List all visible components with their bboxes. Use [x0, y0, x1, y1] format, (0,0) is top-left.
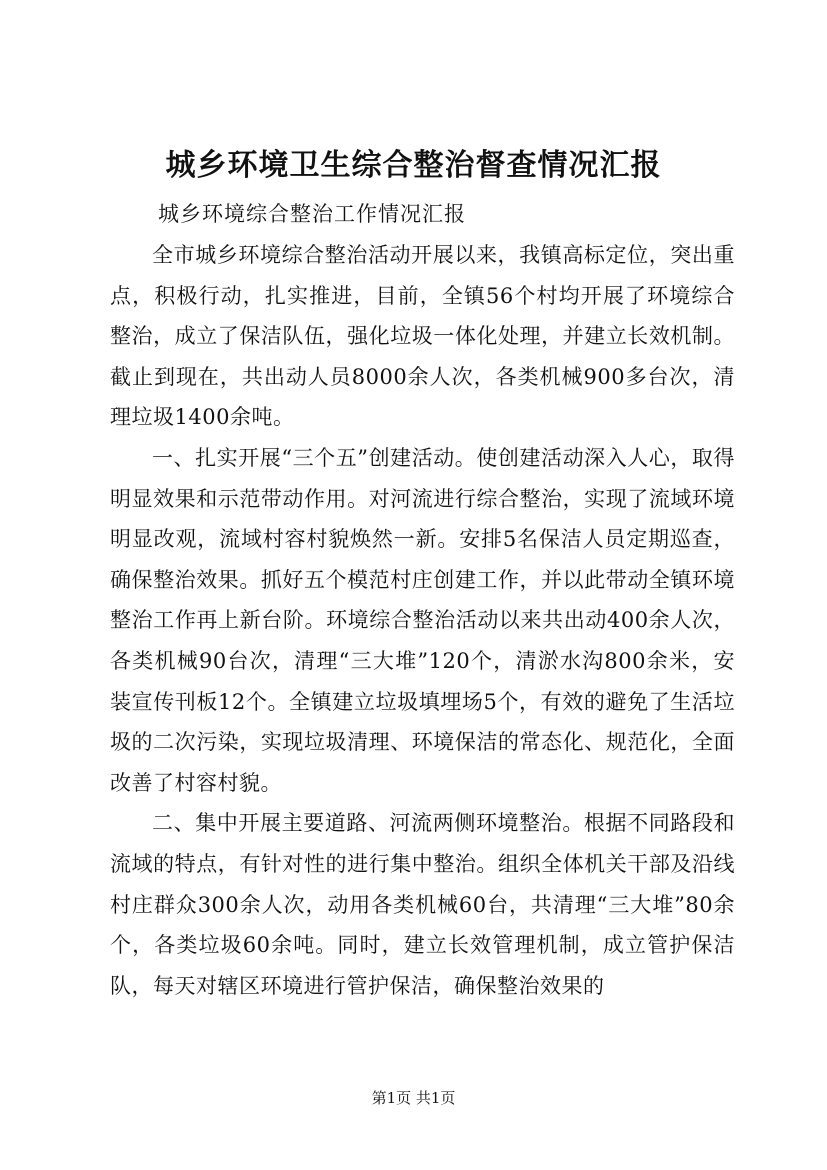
- paragraph-section-two: 二、集中开展主要道路、河流两侧环境整治。根据不同路段和流域的特点，有针对性的进行集中整治。组织全体机关干部及沿线村庄群众300余人次，动用各类机械60台，共清理“三大堆”80余个，各类垃圾60余吨。同时，建立长效管理机制，成立管护保洁队，每天对辖区环境进行管护保洁，确保整治效果的: [110, 811, 735, 998]
- document-subtitle: 城乡环境综合整治工作情况汇报: [158, 202, 466, 226]
- paragraph-section-one: 一、扎实开展“三个五”创建活动。使创建活动深入人心，取得明显效果和示范带动作用。对河流进行综合整治，实现了流域环境明显改观，流域村容村貌焕然一新。安排5名保洁人员定期巡查，确保整治效果。抓好五个模范村庄创建工作，并以此带动全镇环境整治工作再上新台阶。环境综合整治活动以来共出动400余人次，各类机械90台次，清理“三大堆”120个，清淤水沟800余米，安装宣传刊板12个。全镇建立垃圾填埋场5个，有效的避免了生活垃圾的二次污染，实现垃圾清理、环境保洁的常态化、规范化，全面改善了村容村貌。: [110, 445, 735, 795]
- paragraph-intro: 全市城乡环境综合整治活动开展以来，我镇高标定位，突出重点，积极行动，扎实推进，目前，全镇56个村均开展了环境综合整治，成立了保洁队伍，强化垃圾一体化处理，并建立长效机制。截止到现在，共出动人员8000余人次，各类机械900多台次，清理垃圾1400余吨。: [110, 243, 735, 430]
- document-title: 城乡环境卫生综合整治督查情况汇报: [165, 148, 662, 183]
- document-body: [110, 235, 735, 1006]
- page-number-label: 第1页 共1页: [371, 1089, 456, 1107]
- page-footer: [0, 1088, 827, 1108]
